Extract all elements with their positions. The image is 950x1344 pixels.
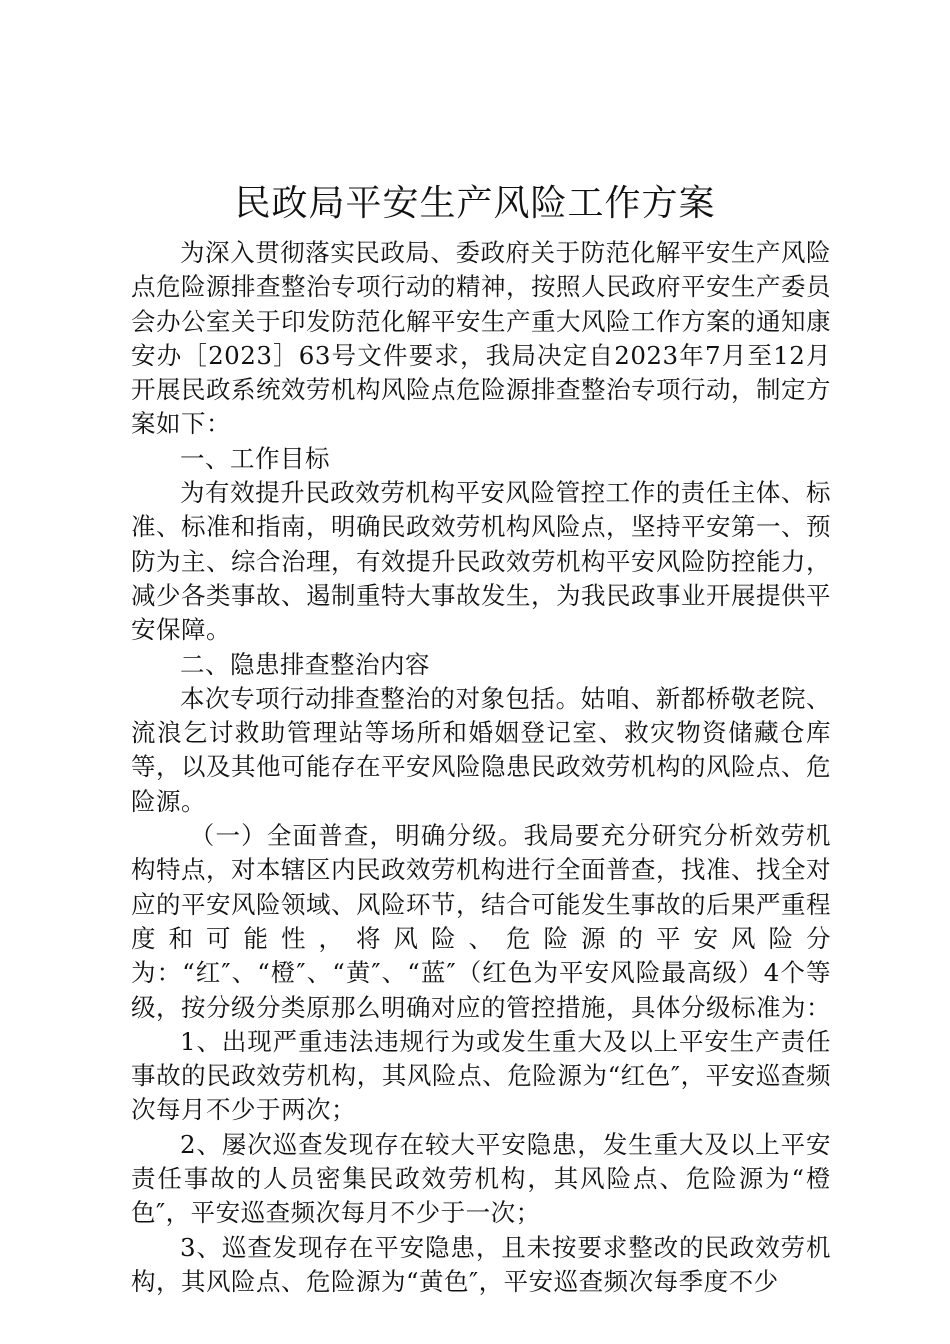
document-body — [131, 236, 831, 1299]
subsection-survey-paragraph: （一）全面普查，明确分级。我局要充分研究分析效劳机构特点，对本辖区内民政效劳机构进行全面普查，找准、找全对应的平安风险领域、风险环节，结合可能发生事故的后果严重程度和可能性，将风险、危险源的平安风险分为：“红″、“橙″、“黄″、“蓝″（红色为平安风险最高级）4个等级，按分级分类原那么明确对应的管控措施，具体分级标准为： — [131, 821, 831, 1022]
level-red-paragraph: 1、出现严重违法违规行为或发生重大及以上平安生产责任事故的民政效劳机构，其风险点、危险源为“红色″，平安巡查频次每月不少于两次； — [131, 1026, 831, 1125]
document-title: 民政局平安生产风险工作方案 — [234, 183, 716, 224]
content-paragraph: 本次专项行动排查整治的对象包括。姑咱、新都桥敬老院、流浪乞讨救助管理站等场所和婚姻登记室、救灾物资储藏仓库等，以及其他可能存在平安风险隐患民政效劳机构的风险点、危险源。 — [131, 683, 831, 816]
section-heading-content: 二、隐患排查整治内容 — [180, 649, 430, 679]
level-yellow-paragraph: 3、巡查发现存在平安隐患，且未按要求整改的民政效劳机构，其风险点、危险源为“黄色″，平安巡查频次每季度不少 — [131, 1232, 831, 1296]
section-heading-goals: 一、工作目标 — [180, 443, 330, 473]
goals-paragraph: 为有效提升民政效劳机构平安风险管控工作的责任主体、标准、标准和指南，明确民政效劳机构风险点，坚持平安第一、预防为主、综合治理，有效提升民政效劳机构平安风险防控能力，减少各类事故、遏制重特大事故发生，为我民政事业开展提供平安保障。 — [131, 478, 831, 645]
level-orange-paragraph: 2、屡次巡查发现存在较大平安隐患，发生重大及以上平安责任事故的人员密集民政效劳机构，其风险点、危险源为“橙色″，平安巡查频次每月不少于一次； — [131, 1129, 831, 1228]
intro-paragraph: 为深入贯彻落实民政局、委政府关于防范化解平安生产风险点危险源排查整治专项行动的精神，按照人民政府平安生产委员会办公室关于印发防范化解平安生产重大风险工作方案的通知康安办［2023］63号文件要求，我局决定自2023年7月至12月开展民政系统效劳机构风险点危险源排查整治专项行动，制定方案如下： — [131, 238, 831, 439]
